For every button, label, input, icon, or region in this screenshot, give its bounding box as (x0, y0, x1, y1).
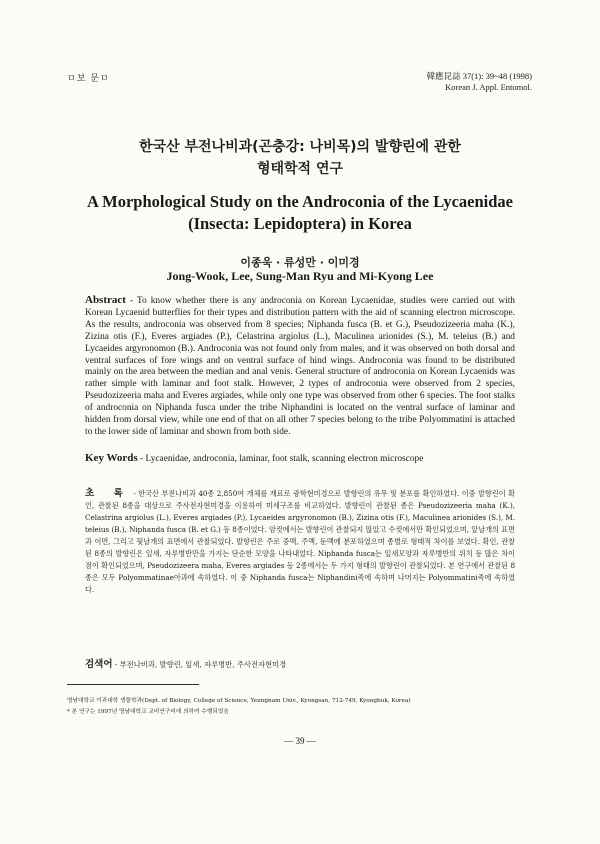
korean-keywords-text: - 부전나비과, 발향린, 잎새, 자루병반, 주사전자현미경 (112, 660, 287, 669)
abstract-label: Abstract (85, 294, 126, 306)
footnotes (67, 696, 537, 718)
journal-citation (427, 71, 532, 93)
page-number: — 39 — (284, 736, 316, 746)
korean-keywords (85, 656, 515, 670)
korean-title (70, 136, 530, 180)
english-title-line-1: A Morphological Study on the Androconia of the Lycaenidae (87, 192, 513, 211)
abstract-text: - To know whether there is any androconia on Korean Lycaenidae, studies were carried out with Korean Lycaenid butterflies for their types and distribution pattern with the aid of scanning electron microscope. As the results, androconia was observed from 8 species; Niphanda fusca (B. et G.), Pseudozizeeria maha (K.), Zizina otis (F.), Everes argiades (P.), Celastrina argiolus (L.), Maculinea arionides (S.), M. teleius (B.) and Lycaeides argyronomon (B.). Androconia was not found only from males, and it was observed on both dorsal and ventral surfaces of fore wings and on ventral surface of hind wings. Androconia was found to be distributed mainly on the area between the median and anal venis. General structure of androconia on Korean Lycaenids was rather simple with laminar and foot stalk. However, 2 types of androconia were observed from 2 species, Pseudozizeeria maha and Everes argiades, while only one type was observed from other 6 species. The foot stalks of androconia on Niphanda fusca under the tribe Niphandini is located on the ventral surface of laminar and hidden from dorsal view, while one end of that on all other 7 species belong to the tribe Polyommatini is attached to the lower side of laminar and shown from both side. (85, 296, 515, 437)
funding-footnote: * 본 연구는 1997년 영남대학교 교비연구비에 의하여 수행되었음 (67, 709, 229, 715)
english-title-line-2: (Insecta: Lepidoptera) in Korea (188, 214, 412, 233)
keywords (85, 452, 515, 464)
keywords-text: - Lycaenidae, androconia, laminar, foot stalk, scanning electron microscope (137, 454, 424, 464)
english-title (60, 191, 540, 235)
footnote-divider (67, 684, 199, 685)
running-head-left: ㅁ보 문ㅁ (67, 74, 110, 84)
journal-reference: 韓應昆誌 37(1): 39~48 (1998) (426, 71, 532, 81)
keywords-label: Key Words (85, 452, 138, 464)
korean-abstract-text: - 한국산 부전나비과 40종 2,850여 개체를 재료로 광학현미경으로 발향린의 유무 및 분포를 확인하였다. 이중 발향린이 확인, 관찰된 8종을 대상으로 주사전자현미경을 이용하여 미세구조를 비교하였다. 발향린이 관찰된 종은 Pseudozizeeria maha (K.), Celastrina argiolus (L.), Everes argiades (P.), Lycaeides argyronomon (B.), Zizina otis (F.), Maculinea arionides (S.), M. teleius (B.), Niphanda fusca (B. et G.) 등 8종이었다. 암컷에서는 발향린이 관찰되지 않았고 수컷에서만 확인되었으며, 앞날개의 표면과 이면, 그리고 뒷날개의 표면에서 관찰되었다. 발향린은 주로 중맥, 주맥, 둔맥에 분포하였으며 종별로 형태적 차이를 보였다. 확인, 관찰된 8종의 발향린은 잎새, 자루병반만을 가지는 단순한 모양을 나타내었다. Niphanda fusca는 잎새모양과 자루병반의 위치 등 많은 차이점이 확인되었으며, Pseudozizeera maha, Everes argiades 등 2종에서는 두 가지 형태의 발향린이 관찰되었다. 본 연구에서 관찰된 8종은 모두 Polyommatinae아과에 속하였다. 이 중 Niphanda fusca는 Niphandini족에 속하며 나머지는 Polyommatini족에 속하였다. (85, 489, 515, 594)
korean-title-line-2: 형태학적 연구 (256, 161, 344, 177)
english-authors: Jong-Wook, Lee, Sung-Man Ryu and Mi-Kyong Lee (166, 269, 434, 283)
korean-abstract (85, 488, 515, 596)
journal-name-english: Korean J. Appl. Entomol. (445, 82, 532, 92)
korean-keywords-label: 검색어 (85, 659, 113, 670)
korean-abstract-label: 초 록 (85, 488, 131, 499)
abstract (85, 295, 515, 439)
affiliation-footnote: 영남대학교 이과대학 생물학과(Dept. of Biology, College of Science, Yeungnam Univ., Kyongsan, 712-749, Kyongbuk, Korea) (67, 698, 411, 704)
korean-authors: 이종욱 · 류성만 · 이미경 (240, 256, 360, 269)
korean-title-line-1: 한국산 부전나비과(곤충강: 나비목)의 발향린에 관한 (139, 139, 461, 155)
